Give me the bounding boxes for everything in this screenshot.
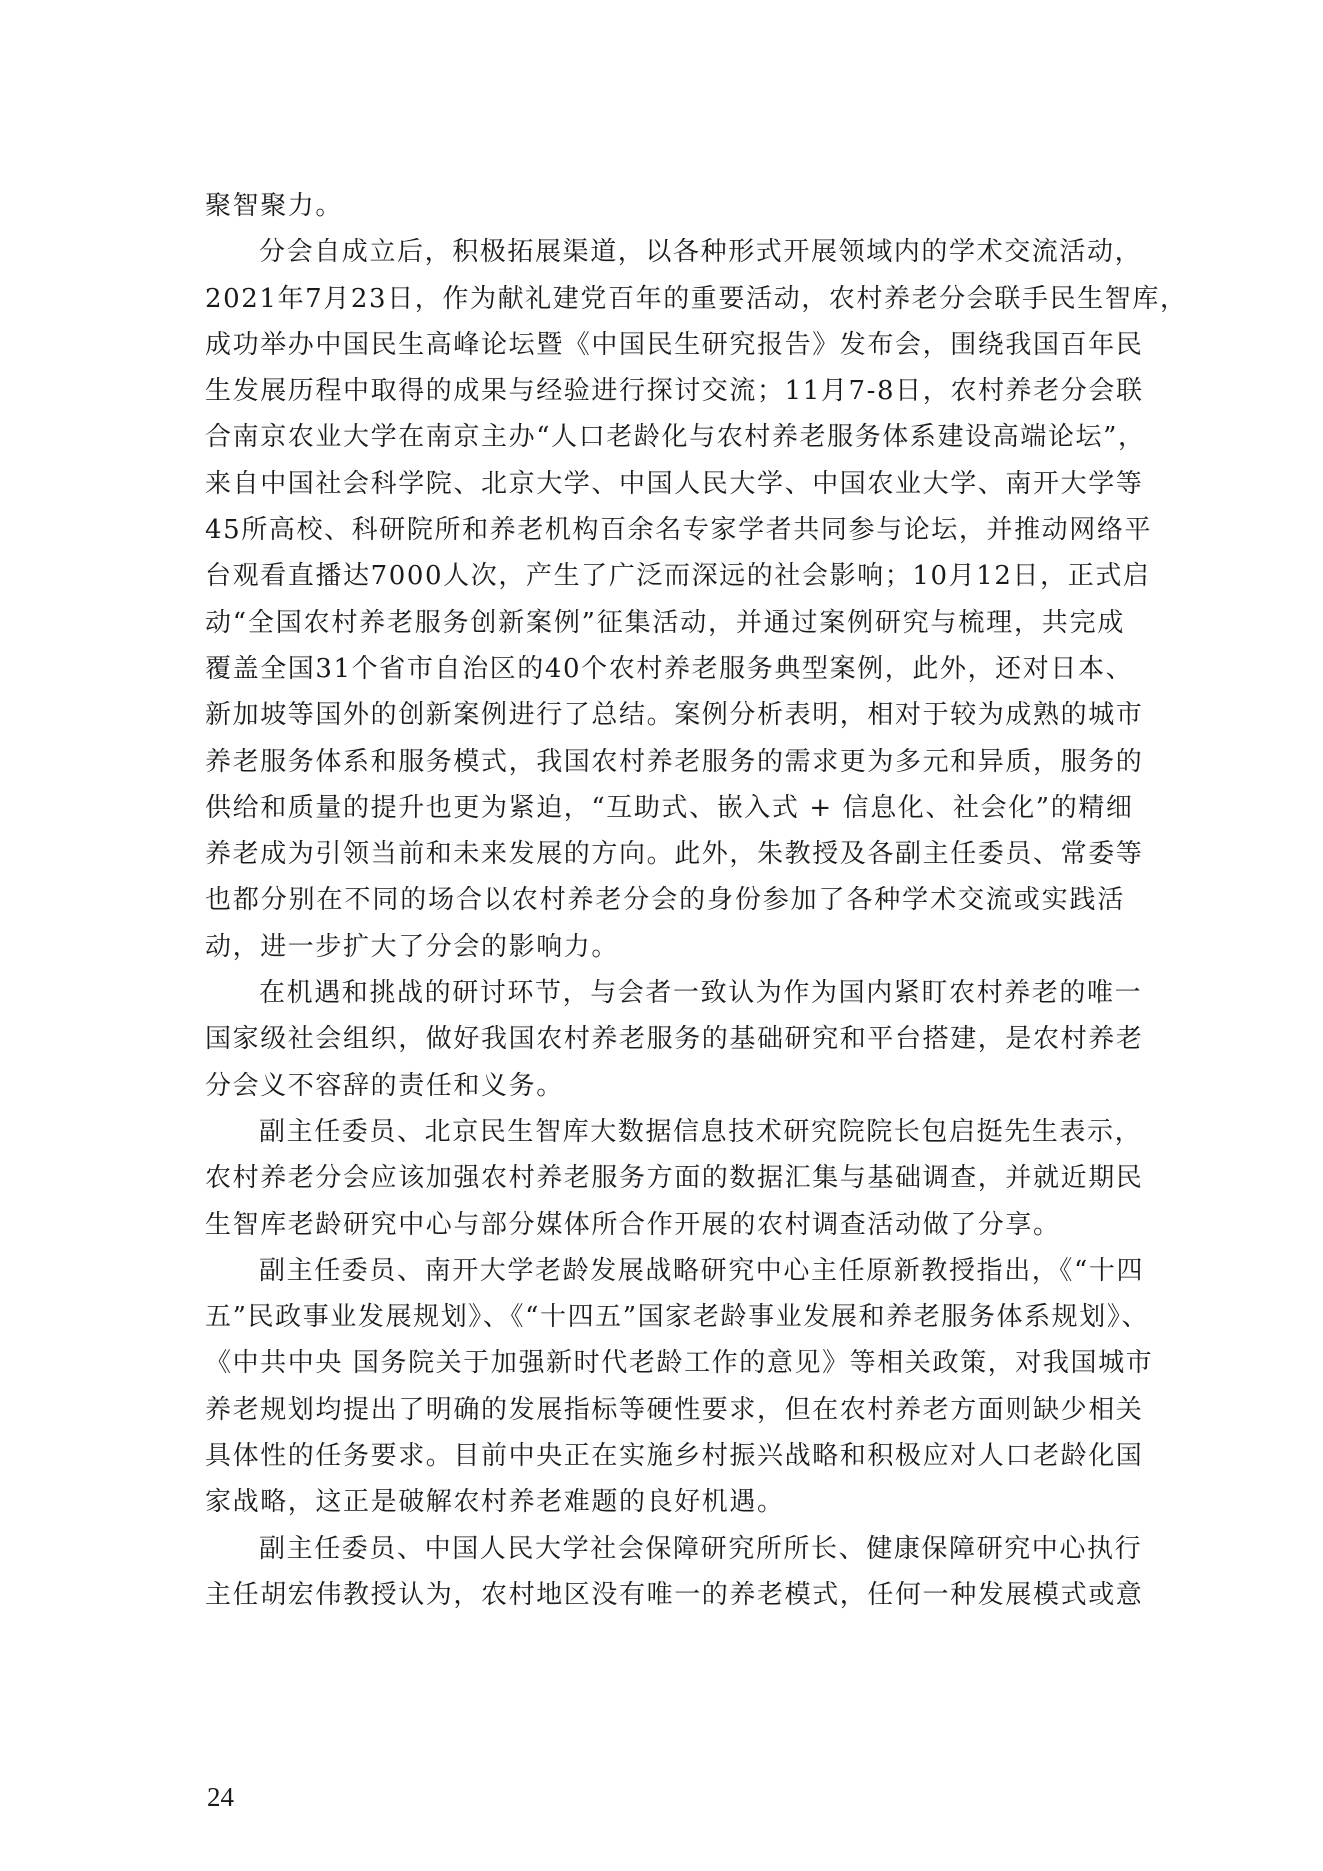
text-line: 动“全国农村养老服务创新案例”征集活动，并通过案例研究与梳理，共完成 [205,607,1125,638]
text-line: 五”民政事业发展规划》、《“十四五”国家老龄事业发展和养老服务体系规划》、 [205,1302,1150,1333]
text-line: 主任胡宏伟教授认为，农村地区没有唯一的养老模式，任何一种发展模式或意 [205,1579,1144,1610]
text-line: 来自中国社会科学院、北京大学、中国人民大学、中国农业大学、南开大学等 [205,468,1144,499]
text-line: 养老成为引领当前和未来发展的方向。此外，朱教授及各副主任委员、常委等 [205,839,1144,870]
text-line: 聚智聚力。 [205,191,344,221]
text-line: 分会自成立后，积极拓展渠道，以各种形式开展领域内的学术交流活动， [259,237,1143,268]
text-line: 副主任委员、北京民生智库大数据信息技术研究院院长包启挺先生表示， [259,1116,1143,1147]
text-line: 新加坡等国外的创新案例进行了总结。案例分析表明，相对于较为成熟的城市 [205,700,1144,731]
text-line: 在机遇和挑战的研讨环节，与会者一致认为作为国内紧盯农村养老的唯一 [259,978,1143,1009]
text-line: 国家级社会组织，做好我国农村养老服务的基础研究和平台搭建，是农村养老 [205,1024,1144,1055]
text-line: 成功举办中国民生高峰论坛暨《中国民生研究报告》发布会，围绕我国百年民 [205,329,1144,360]
text-line: 台观看直播达7000人次，产生了广泛而深远的社会影响；10月12日，正式启 [205,561,1151,592]
text-line: 动，进一步扩大了分会的影响力。 [205,931,620,962]
text-line: 副主任委员、南开大学老龄发展战略研究中心主任原新教授指出，《“十四 [259,1255,1145,1286]
text-line: 供给和质量的提升也更为紧迫，“互助式、嵌入式 + 信息化、社会化”的精细 [205,792,1134,823]
text-line: 《中共中央 国务院关于加强新时代老龄工作的意见》等相关政策，对我国城市 [205,1348,1154,1379]
text-line: 养老规划均提出了明确的发展指标等硬性要求，但在农村养老方面则缺少相关 [205,1394,1144,1425]
text-line: 2021年7月23日，作为献礼建党百年的重要活动，农村养老分会联手民生智库， [205,283,1188,314]
text-line: 副主任委员、中国人民大学社会保障研究所所长、健康保障研究中心执行 [259,1533,1143,1564]
page-number: 24 [207,1782,234,1812]
text-line: 家战略，这正是破解农村养老难题的良好机遇。 [205,1487,785,1518]
text-line: 生智库老龄研究中心与部分媒体所合作开展的农村调查活动做了分享。 [205,1209,1061,1240]
text-line: 农村养老分会应该加强农村养老服务方面的数据汇集与基础调查，并就近期民 [205,1163,1144,1194]
text-line: 生发展历程中取得的成果与经验进行探讨交流；11月7-8日，农村养老分会联 [205,376,1144,407]
text-line: 养老服务体系和服务模式，我国农村养老服务的需求更为多元和异质，服务的 [205,746,1144,777]
text-line: 覆盖全国31个省市自治区的40个农村养老服务典型案例，此外，还对日本、 [205,653,1134,684]
text-line: 45所高校、科研院所和养老机构百余名专家学者共同参与论坛，并推动网络平 [205,515,1153,546]
text-line: 合南京农业大学在南京主办“人口老龄化与农村养老服务体系建设高端论坛”， [205,422,1146,453]
text-line: 分会义不容辞的责任和义务。 [205,1070,564,1101]
body-text [205,183,1188,1618]
text-line: 具体性的任务要求。目前中央正在实施乡村振兴战略和积极应对人口老龄化国 [205,1441,1144,1472]
text-line: 也都分别在不同的场合以农村养老分会的身份参加了各种学术交流或实践活 [205,885,1125,916]
